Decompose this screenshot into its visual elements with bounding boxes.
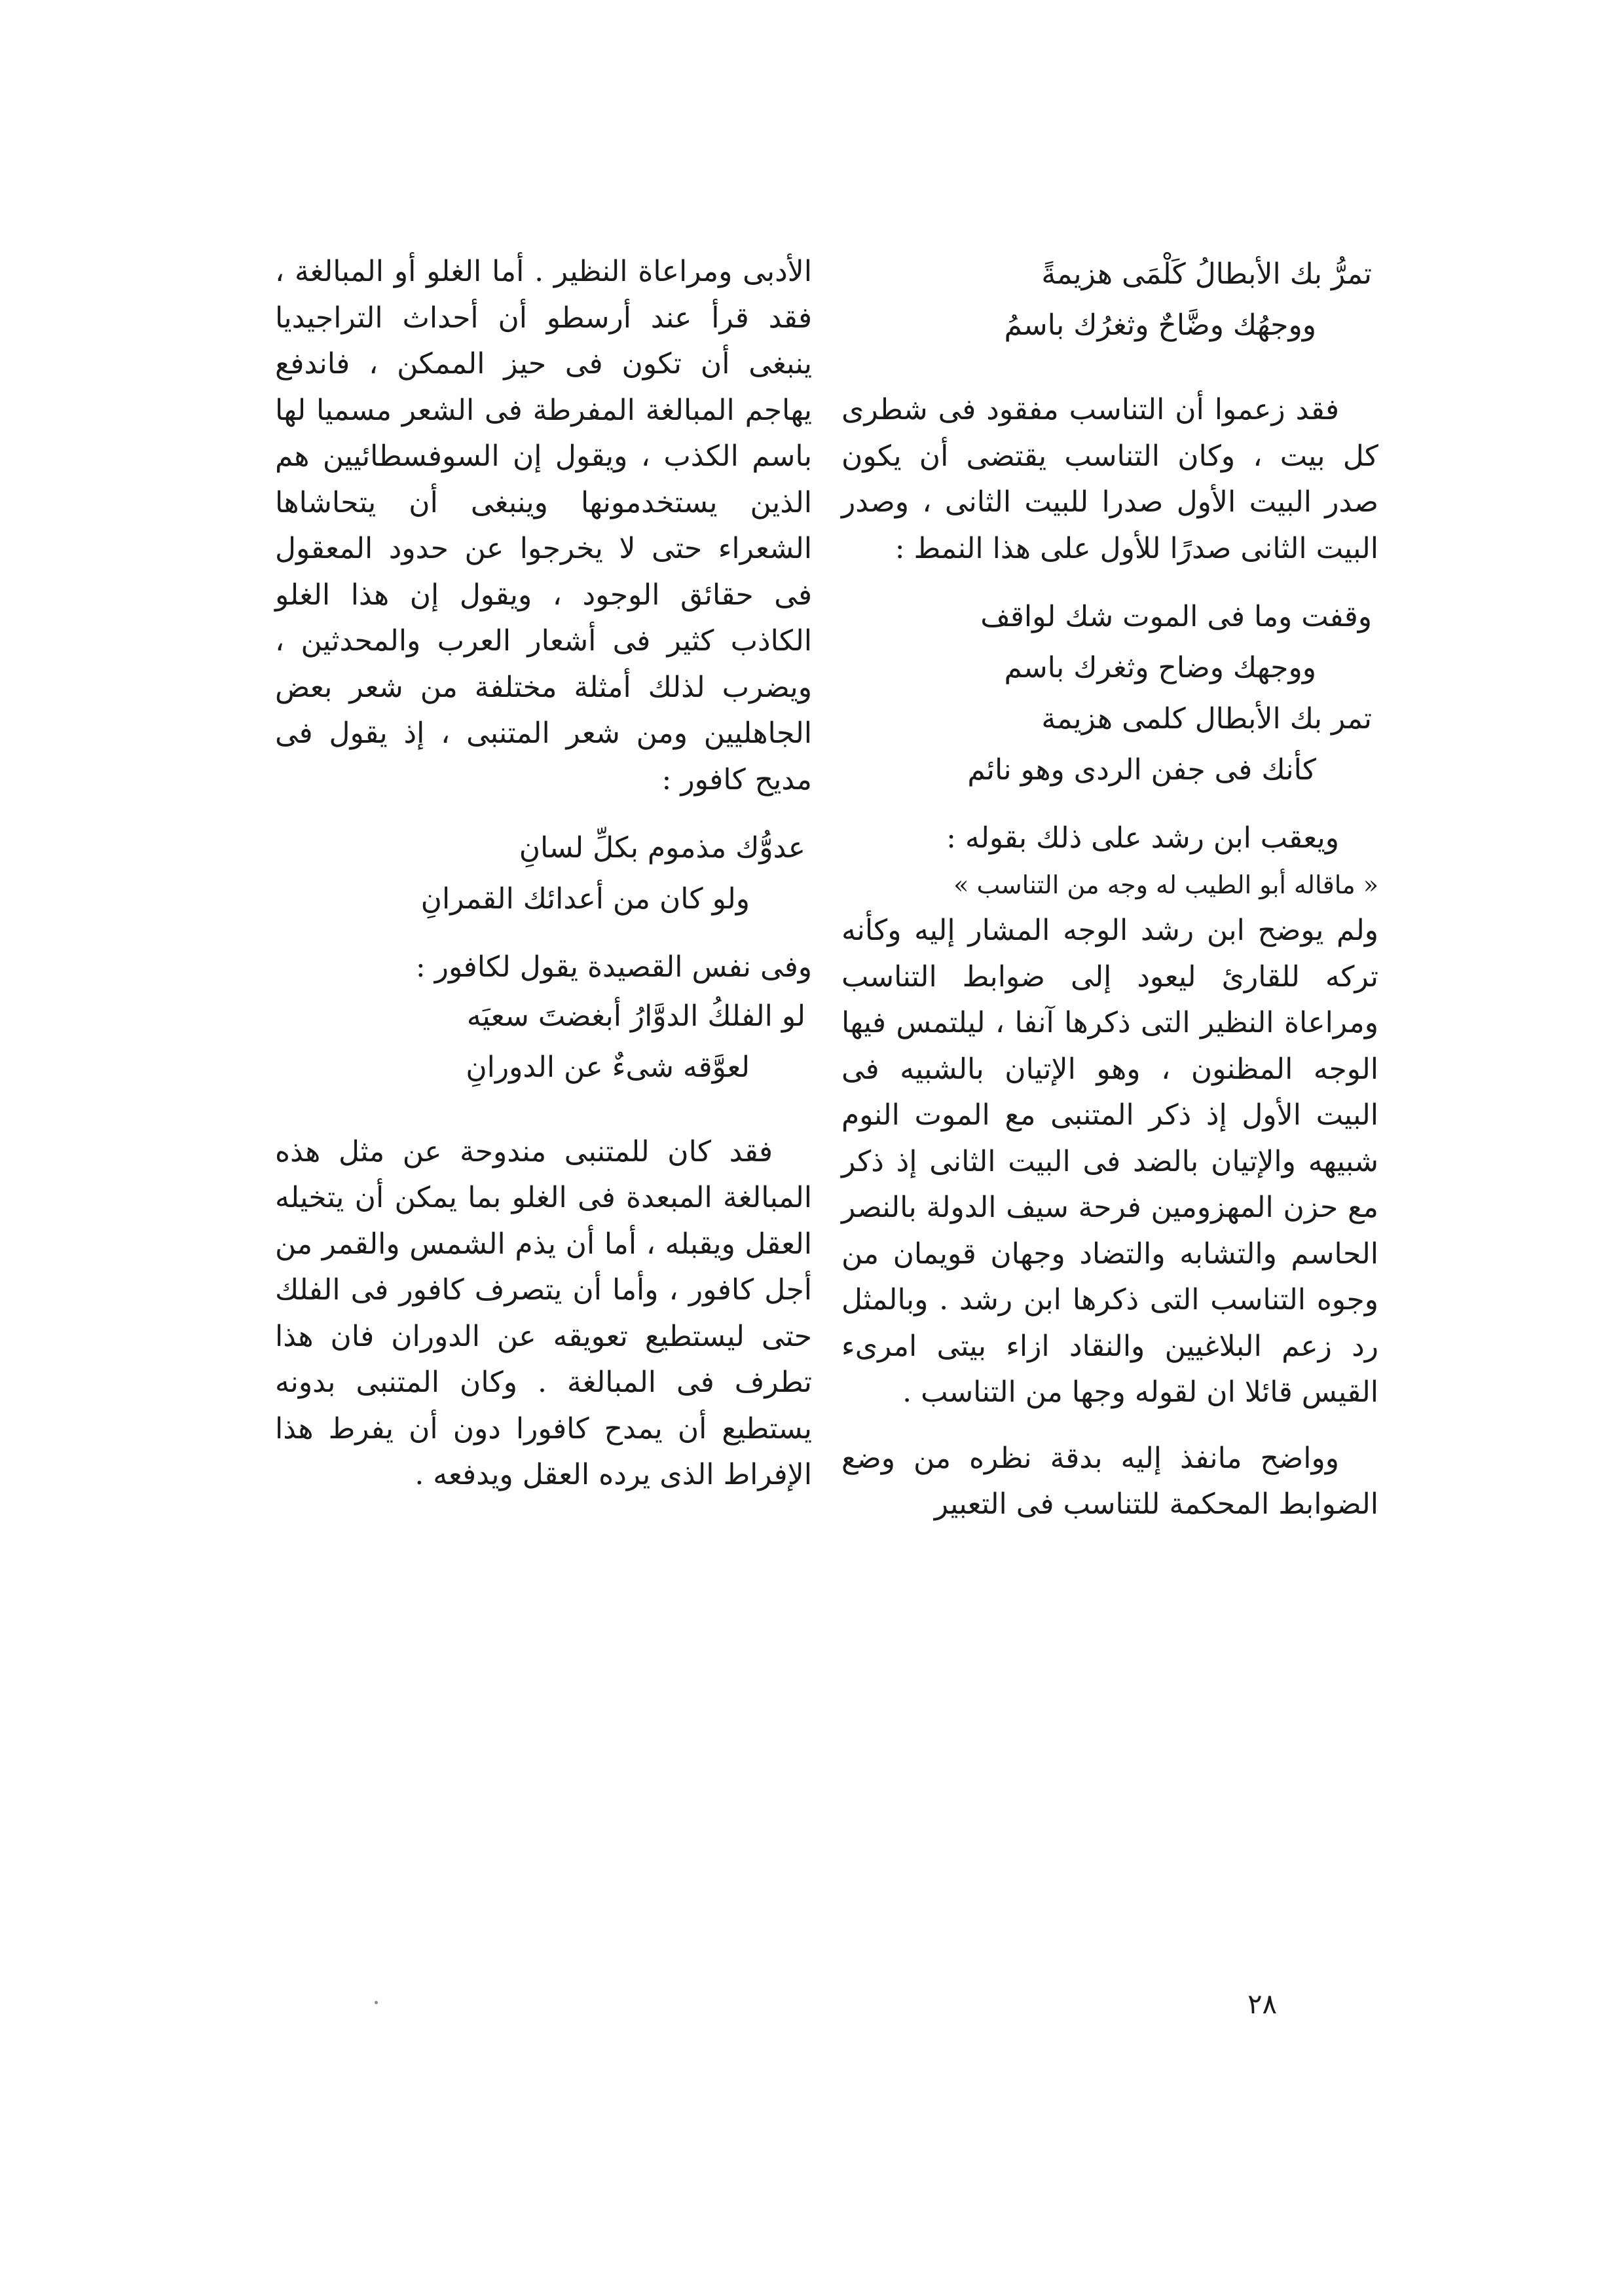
- verse-line: ووجهك وضاح وثغرك باسم: [1004, 651, 1316, 684]
- verse-line: كأنك فى جفن الردى وهو نائم: [967, 753, 1316, 787]
- verse-line: لو الفلكُ الدوَّارُ أبغضتَ سعيَه: [466, 999, 805, 1033]
- paragraph: وفى نفس القصيدة يقول لكافور :: [415, 950, 812, 984]
- paragraph: ويعقب ابن رشد على ذلك بقوله :: [946, 821, 1339, 855]
- verse-line: لعوَّقه شىءٌ عن الدورانِ: [466, 1050, 750, 1084]
- left-column: [275, 249, 812, 1499]
- verse-line: تمر بك الأبطال كلمى هزيمة: [1041, 702, 1372, 736]
- verse-line: عدوُّك مذموم بكلِّ لسانِ: [519, 831, 805, 865]
- verse-line: ولو كان من أعدائك القمرانِ: [420, 882, 750, 916]
- paragraph: وواضح مانفذ إليه بدقة نظره من وضع الضوابط المحكمة للتناسب فى التعبير: [841, 1441, 1378, 1521]
- paragraph: فقد زعموا أن التناسب مفقود فى شطرى كل بيت ، وكان التناسب يقتضى أن يكون صدر البيت الأول صدرا للبيت الثانى ، وصدر البيت الثانى صدرًا للأول على هذا النمط :: [841, 393, 1378, 565]
- paragraph: فقد كان للمتنبى مندوحة عن مثل هذه المبالغة المبعدة فى الغلو بما يمكن أن يتخيله العقل ويقبله ، أما أن يذم الشمس والقمر من أجل كافور ، وأما أن يتصرف كافور فى الفلك حتى ليستطيع تعويقه عن الدوران فان هذا تطرف فى المبالغة . وكان المتنبى بدونه يستطيع أن يمدح كافورا دون أن يفرط هذا الإفراط الذى يرده العقل ويدفعه .: [275, 1134, 812, 1491]
- page-number: ٢٨: [1247, 1988, 1278, 2020]
- verse-line: وقفت وما فى الموت شك لواقف: [980, 600, 1372, 633]
- right-column: [841, 249, 1378, 1528]
- paragraph: ولم يوضح ابن رشد الوجه المشار إليه وكأنه تركه للقارئ ليعود إلى ضوابط التناسب ومراعاة النظير التى ذكرها آنفا ، ليلتمس فيها الوجه المظنون ، وهو الإتيان بالشبيه فى البيت الأول إذ ذكر المتنبى مع الموت النوم شبيهه والإتيان بالضد فى البيت الثانى إذ ذكر مع حزن المهزومين فرحة سيف الدولة بالنصر الحاسم والتشابه والتضاد وجهان قويمان من وجوه التناسب التى ذكرها ابن رشد . وبالمثل رد زعم البلاغيين والنقاد ازاء بيتى امرىء القيس قائلا ان لقوله وجها من التناسب .: [841, 914, 1378, 1409]
- scan-speck: [375, 2001, 378, 2004]
- verse-line: تمرُّ بك الأبطالُ كَلْمَى هزيمةً: [1041, 257, 1372, 291]
- verse-line: ووجهُك وضَّاحٌ وثغرُك باسمُ: [1004, 308, 1316, 342]
- paragraph: الأدبى ومراعاة النظير . أما الغلو أو المبالغة ، فقد قرأ عند أرسطو أن أحداث التراجيديا ينبغى أن تكون فى حيز الممكن ، فاندفع يهاجم المبالغة المفرطة فى الشعر مسميا لها باسم الكذب ، ويقول إن السوفسطائيين هم الذين يستخدمونها وينبغى أن يتحاشاها الشعراء حتى لا يخرجوا عن حدود المعقول فى حقائق الوجود ، ويقول إن هذا الغلو الكاذب كثير فى أشعار العرب والمحدثين ، ويضرب لذلك أمثلة مختلفة من شعر بعض الجاهليين ومن شعر المتنبى ، إذ يقول فى مديح كافور :: [275, 255, 812, 796]
- quotation: « ماقاله أبو الطيب له وجه من التناسب »: [953, 870, 1378, 899]
